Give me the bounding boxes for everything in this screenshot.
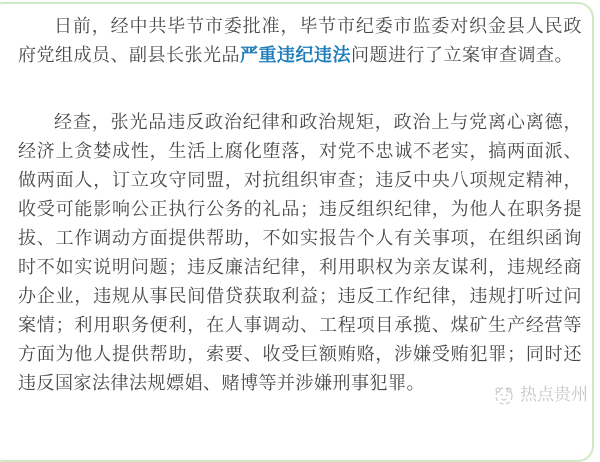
paragraph-1-text-before: 日前，经中共毕节市委批准，毕节市纪委市监委对织金县人民政府党组成员、副县长张光品 bbox=[18, 16, 582, 65]
watermark bbox=[493, 384, 588, 406]
article-content bbox=[18, 12, 582, 398]
highlight-text: 严重违纪违法 bbox=[240, 45, 351, 65]
paragraph-1 bbox=[18, 12, 582, 70]
paragraph-2: 经查，张光品违反政治纪律和政治规矩，政治上与党离心离德，经济上贪婪成性，生活上腐化堕落，对党不忠诚不老实，搞两面派、做两面人，订立攻守同盟，对抗组织审查；违反中央八项规定精神，收受可能影响公正执行公务的礼品；违反组织纪律，为他人在职务提拔、工作调动方面提供帮助，不如实报告个人有关事项，在组织函询时不如实说明问题；违反廉洁纪律，利用职权为亲友谋利，违规经商办企业，违规从事民间借贷获取利益；违反工作纪律，违规打听过问案情；利用职务便利，在人事调动、工程项目承揽、煤矿生产经营等方面为他人提供帮助，索要、收受巨额贿赂，涉嫌受贿犯罪；同时还违反国家法律法规嫖娼、赌博等并涉嫌刑事犯罪。 bbox=[18, 112, 582, 393]
paragraph-1-text-after: 问题进行了立案审查调查。 bbox=[351, 45, 573, 65]
hotspot-guizhou-logo-icon bbox=[493, 384, 515, 406]
watermark-text: 热点贵州 bbox=[520, 385, 588, 404]
